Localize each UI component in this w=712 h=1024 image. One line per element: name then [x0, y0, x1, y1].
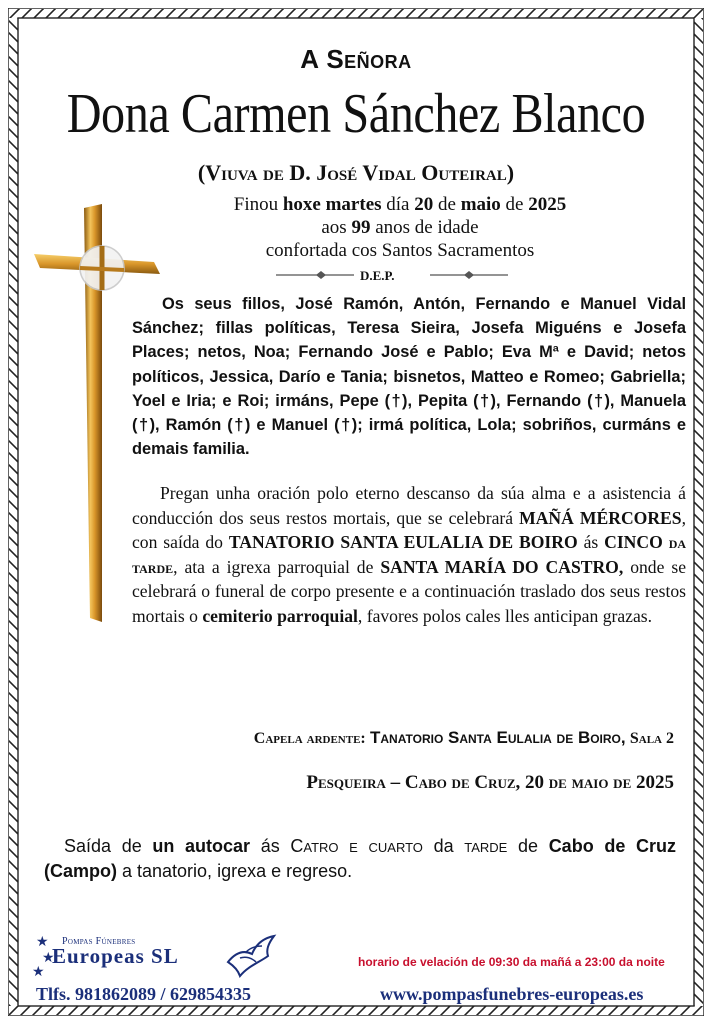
- dep-text: D.E.P.: [360, 268, 395, 283]
- star-icon: ★: [36, 935, 49, 950]
- funeral-details: Pregan unha oración polo eterno descanso da súa alma e a asistencia á conducción dos seus restos mortais, que se celebrará MAÑÁ MÉRCORES, con saída do TANATORIO SANTA EULALIA DE BOIRO ás CINCO da tarde, ata a igrexa parroquial de SANTA MARÍA DO CASTRO, onde se celebrará o funeral de corpo presente e a continuación traslado dos seus restos mortais o cemiterio parroquial, favores polos cales lles anticipan grazas.: [132, 483, 687, 626]
- deceased-name: Dona Carmen Sánchez Blanco: [66, 83, 646, 145]
- death-line-1: Finou hoxe martes día 20 de maio de 2025: [233, 194, 567, 215]
- capela-place: Tanatorio Santa Eulalia de Boiro,: [370, 728, 626, 747]
- death-line-3: confortada cos Santos Sacramentos: [265, 240, 535, 261]
- place-and-date: Pesqueira – Cabo de Cruz, 20 de maio de 2025: [306, 772, 674, 793]
- dove-icon: [228, 936, 274, 976]
- website-link[interactable]: www.pompasfunebres-europeas.es: [380, 984, 644, 1004]
- capela-room: Sala 2: [629, 730, 674, 747]
- company-name: Europeas SL: [52, 944, 179, 968]
- dep-divider: [276, 265, 508, 285]
- widow-of: (Viuva de D. José Vidal Outeiral): [197, 160, 515, 185]
- family-list: Os seus fillos, José Ramón, Antón, Fernando e Manuel Vidal Sánchez; fillas políticas, Teresa Sieira, Josefa Miguéns e Josefa Places; netos, Noa; Fernando José e Pablo; Eva Mª e David; netos políticos, Jessica, Darío e Tania; bisnetos, Matteo e Romeo; Gabriella; Yoel e Iria; e Roi; irmáns, Pepe (†), Pepita (†), Fernando (†), Manuela (†), Ramón (†) e Manuel (†); irmá política, Lola; sobriños, curmáns e demais familia.: [132, 295, 686, 459]
- salutation: A Señora: [300, 44, 412, 74]
- phone-numbers: Tlfs. 981862089 / 629854335: [36, 984, 252, 1004]
- company-tagline: Pompas Fúnebres: [62, 936, 136, 947]
- death-line-2: aos 99 anos de idade: [321, 217, 479, 238]
- wake-hours: horario de velación de 09:30 da mañá a 23:00 da noite: [358, 955, 665, 969]
- death-notice: [170, 193, 630, 262]
- capela-label: Capela ardente:: [253, 730, 366, 747]
- svg-text:★: ★: [32, 965, 45, 980]
- bus-notice: Saída de un autocar ás Catro e cuarto da tarde de Cabo de Cruz (Campo) a tanatorio, igrexa e regreso.: [44, 836, 676, 881]
- funeral-chapel: [254, 728, 674, 748]
- svg-text:★: ★: [42, 951, 55, 966]
- company-logo: [30, 928, 280, 980]
